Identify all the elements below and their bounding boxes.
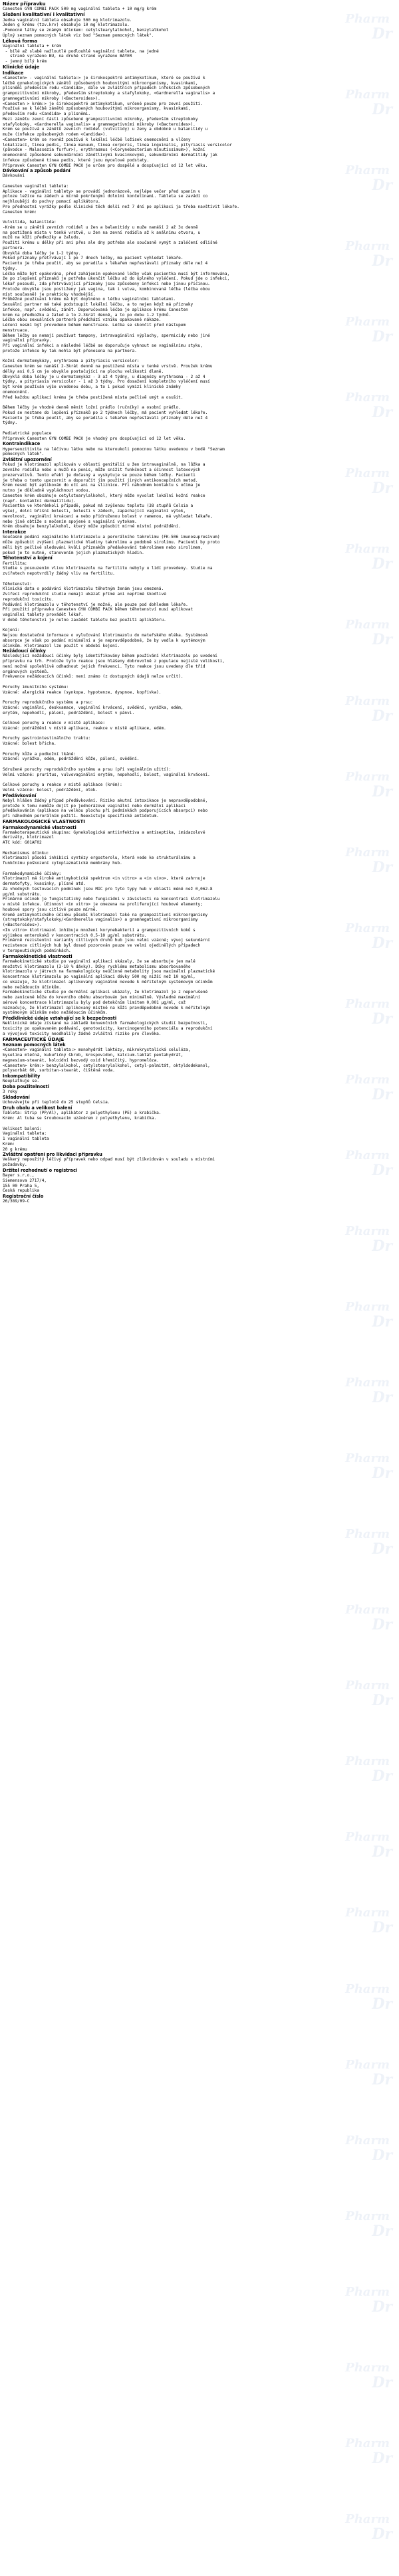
spc-document <box>0 0 399 1204</box>
paragraph: Jedna vaginální tableta obsahuje 500 mg klotrimazolu. Jeden g krému (tzv.krv) obsahuje 10 mg klotrimazolu. -Pomocné látky se známým účinkem: cetylstearylalkohol, benzylalkohol Úplný seznam pomocných látek viz bod "Seznam pomocných látek". <box>3 17 169 38</box>
subsection-heading: Dávkování a způsob podání <box>3 168 70 174</box>
paragraph: Pokud je klotrimazol aplikován v oblasti genitálií u žen intravaginálně, na lůžka a zevního rodidla nebo u mužů na penis, může snížit funkčnost a účinnost latexových prezervativů. Tento efekt je dočasný a vyskytuje se pouze během léčby. Pacienti je třeba o tomto upozornit a doporučit jim použití jiných antikoncepčních metod. Krém nesmí být aplikován do očí ani na sliznice. Při náhodném kontaktu s očima je nutno je důkladně vypláchnout vodou. Canesten krém obsahuje cetylstearylalkohol, který může vyvolat lokální kožní reakce (např. kontaktní dermatitidu). Pacientka ve kterémkoli případě, pokud má zvýšenou teplotu (38 stupňů Celsia a výše), dolní břišní bolesti, bolesti v zádech, zapáchající vaginální výtok, nevolnost, vaginální krvácení a nebo přidruženou bolest v ramenou, má vyhledat lékaře, nebo jiné obtíže s močením spojené s vaginální vytokem. Krém obsahuje benzylalkohol, který může způsobit mírné místní podráždění. <box>3 462 213 529</box>
pharmdr-logo-watermark <box>340 2134 394 2173</box>
watermark-text-b: Dr <box>372 328 392 346</box>
subsection-heading: Skladování <box>3 1095 30 1101</box>
subsection-heading: Zvláštní opatření pro likvidaci přípravku <box>3 1152 102 1158</box>
watermark-text-a: Pharm <box>345 1830 390 1845</box>
paragraph: Dávkování Canesten vaginální tableta: Aplikace - vaginální tablety> se provádí jednorázově, nejlépe večer před spaním v poloze ležíce na zádech a mírně pokrčenými dolními končetinami. Tableta se zavádí co nejhlouběji do pochvy pomocí aplikátoru. Pro přednostní vyrážky podle klinické těch delší než 7 dní po aplikaci ja třeba navštívit lékaře. Canesten krém: Vulvitida, balanitida: -Krém se u zánětů zevních rodidel u žen a balanitidy u muže nanáší 2 až 3x denně na postižená místa v tenké vrstvě, u žen na zevní rodidla až k análnímu otvoru, u mužů na kůži předkožky a žaludu. Použití krému u délky při ani přes ale dny potřeba ale současně vymýt a zaléčení odlišné partnera. Obvyklá doba léčby je 1-2 týdny. Pokud příznaky přetrvávají i po 7 dnech léčby, ma pacient vyhledat lékaře. Pacientu je třeba poučit, aby se poradila s lékařem nepřestávali příznaky déle než 4 týdny. Léčba může být opakována, před zahájením opakované léčby však pacientka musí být informována, že po zlepšení příznaků je potřeba ukončit léčbu až do úplného vyléčení. Pokud jde o infekci, lékař posoudí, zda přetrvávající příznaky jsou způsobeny infekcí nebo jinou příčinou. Protože obvykle jsou postiženy jak vagina, tak i vulva, kombinovaná léčba (léčba obou míst současně) je prakticky vhodnější. Průběžné používání krému má být doplněno o léčbu vaginálními tabletami. Sexuální partner má také podstoupit lokální léčbu, a to nejen když má příznaky infekce, např. svědění, zánět. Doporučovaná léčba je aplikace krému Canesten krém na předkožku a žalud a to 2-3krát denně, a to po dobu 1-2 týdnů. Léčba obou sexuálních partnerů předchází vzniku opakované nákaze. Léčení nesmí být provedeno během menstruace. Léčba se skončit před nástupem menstruace. Během léčby se nemají používat tampony, intravaginální výplachy, spermicidy nebo jiné vaginální přípravky. Při vaginální infekci a následné léčbě se doporučuje vyhnout se vaginálnímu styku, protože infekce by tak mohla být přenesena na partnera. Kožní dermatomykózy, erythrasma a pityriasis versicolor: Canesten krém se nanáší 2-3krát denně na postižená místa v tenké vrstvě. Proužek krému délky asi 0,5 cm je obvykle postačující na plochu velikosti dlaně. Obvyklá doba léčby je u dermatomykóz - 3 až 4 týdny, u diagnózy erythrasma - 2 až 4 týdny, a pityriasis versicolor - 1 až 3 týdny. Pro dosažení kompletního vyléčení musí být krém používán výše uvedenou dobu, a to i pokud vymizí klinické známky onemocnění. Před každou aplikací krému je třeba postižená místa pečlivě umýt a osušit. Během léčby je vhodné denně měnit ložní prádlo (ručníky) a osobní prádlo. Pokud se nestane do lepšení příznaků po 2 týdnech léčby, má pacient vyhledat lékaře. Pacientu je třeba poučit, aby se poradila s lékařem nepřestávali příznaky déle než 4 týdny. Pediatrická populace Přípravek Canesten GYN COMBI PACK je vhodný pro dospívající od 12 let věku. <box>3 173 239 441</box>
paragraph: Farmakokinetické studie po vaginální aplikaci ukázaly, že se absorbuje jen malé množství klotrimazolu (3-10 % dávky). Díky rychlému metabolismu absorbovaného klotrimazolu v játrech na farmakologicky neúčinné metabolity jsou maximální plazmatické koncentrace klotrimazolu po vaginální aplikaci dávky 500 mg nižší než 10 ng/ml, co ukazuje, že klotrimazol aplikovaný vaginálně nevede k měřitelným systémovým účinkům nebo nežádoucím účinkům. Farmakokinetické studie po dermální aplikaci ukázaly, že klotrimazol je z neporušené nebo zanícené kůže do krevního oběhu absorbován jen minimálně. Výsledné maximální sérové koncentrace klotrimazolu byly pod detekčním limitem 0,001 µg/ml, což naznačuje, že klotrimazol aplikovaný místně na kůži pravděpodobně nevede k měřitelným systémovým účinkům nebo nežádoucím účinkům. <box>3 959 215 1016</box>
subsection-heading: Zvláštní upozornění <box>3 457 52 463</box>
pharmdr-logo-watermark <box>340 2285 394 2325</box>
watermark-text-b: Dr <box>372 2373 392 2391</box>
paragraph: Uchovávejte při teplotě do 25 stupňů Celsia. <box>3 1100 110 1105</box>
watermark-text-b: Dr <box>372 2146 392 2164</box>
subsection-heading: Předávkování <box>3 792 37 798</box>
watermark-text-a: Pharm <box>345 996 390 1011</box>
paragraph: 26/389/09-C <box>3 1199 30 1204</box>
watermark-text-b: Dr <box>372 555 392 573</box>
pharmdr-logo-watermark <box>340 1679 394 1718</box>
watermark-text-b: Dr <box>372 1010 392 1028</box>
watermark-text-b: Dr <box>372 631 392 649</box>
paragraph: Následující nežádoucí účinky byly identifikovány během používání klotrimazolu po uvedení přípravku na trh. Protože tyto reakce jsou hlášeny dobrovolně z populace nejisté velikosti, není možné spolehlivě odhadnout jejich frekvenci. Tyto reakce jsou uvedeny dle tříd orgánových systémů. <box>3 654 225 674</box>
watermark-text-b: Dr <box>372 707 392 725</box>
watermark-text-a: Pharm <box>345 1072 390 1087</box>
watermark-text-b: Dr <box>372 1919 392 1937</box>
section-heading: Složení kvalitativní i kvalitativní <box>3 12 85 18</box>
watermark-text-b: Dr <box>372 252 392 270</box>
subsection-heading: Inkompatibility <box>3 1073 41 1079</box>
paragraph: Neklinické údaje získané na základě konvenčních farmakologických studií bezpečnosti, toxicity po opakovaném podávání, genotoxicity, karcinogenního potenciálu a reprodukční a vývojové toxicity neodhalily žádné zvláštní riziko pro člověka. <box>3 1021 213 1036</box>
subsection-heading: Registrační číslo <box>3 1194 44 1200</box>
watermark-text-b: Dr <box>372 1465 392 1483</box>
watermark-text-a: Pharm <box>345 239 390 254</box>
paragraph: 3 roky <box>3 1089 18 1095</box>
watermark-text-b: Dr <box>372 1843 392 1861</box>
watermark-text-a: Pharm <box>345 1527 390 1542</box>
subsection-heading: Držitel rozhodnutí o registraci <box>3 1167 78 1173</box>
watermark-text-a: Pharm <box>345 391 390 405</box>
subsection-heading: Nežádoucí účinky <box>3 648 46 654</box>
watermark-text-b: Dr <box>372 2298 392 2316</box>
pharmdr-logo-watermark <box>340 1224 394 1264</box>
watermark-text-b: Dr <box>372 1085 392 1103</box>
watermark-text-a: Pharm <box>345 2133 390 2148</box>
pharmdr-logo-watermark <box>340 1603 394 1643</box>
subsection-heading: Farmakodynamické vlastnosti <box>3 824 76 830</box>
subsection-heading: Předklinické údaje vztahující se k bezpečnosti <box>3 1016 117 1022</box>
watermark-text-a: Pharm <box>345 1679 390 1693</box>
watermark-text-a: Pharm <box>345 618 390 632</box>
pharmdr-logo-watermark <box>340 2058 394 2098</box>
paragraph: Tableta: Strip (PP/Al), aplikátor z polyethylenu (PE) a krabička. Krém: Al tuba se šroubovacím uzávěrem z polyethylenu, krabička. Velikost balení: Vaginální tableta: 1 vaginální tableta Krém: 20 g krému <box>3 1111 162 1152</box>
paragraph: <Canesten> vaginální tableta:> monohydrát laktózy, mikrokrystalická celulóza, kyselina mléčná, kukuřičný škrob, krospovidon, kalcium-laktát pentahydrát, magnesium-stearát, koloidní bezvodý oxid křemičitý, hypromelóza. <Canesten> krém:> benzylalkohol, cetylstearylalkohol, cetyl-palmitát, oktyldodekanol, polysorbát 60, sorbitan-stearát, čištěná voda. <box>3 1048 210 1073</box>
watermark-text-a: Pharm <box>345 315 390 329</box>
watermark-text-b: Dr <box>372 782 392 800</box>
pharmdr-logo-watermark <box>340 1830 394 1870</box>
watermark-text-a: Pharm <box>345 2284 390 2299</box>
chapter-heading: FARMAKOLOGICKÉ VLASTNOSTI <box>3 818 85 824</box>
paragraph: Canesten GYN COMBI PACK 500 mg vaginální tableta + 10 mg/g krém <box>3 7 157 12</box>
watermark-text-b: Dr <box>372 480 392 498</box>
watermark-text-b: Dr <box>372 2222 392 2240</box>
paragraph: Bayer s.r.o., Siemensova 2717/4, 155 00 Praha 5, Česká republika <box>3 1173 47 1194</box>
watermark-text-a: Pharm <box>345 163 390 178</box>
watermark-text-a: Pharm <box>345 1754 390 1769</box>
subsection-heading: Druh obalu a velikost balení <box>3 1105 72 1111</box>
watermark-text-b: Dr <box>372 177 392 195</box>
pharmdr-logo-watermark <box>340 2361 394 2401</box>
watermark-text-a: Pharm <box>345 542 390 557</box>
watermark-text-b: Dr <box>372 404 392 422</box>
paragraph: <Canesten> - vaginální tableta:> je širokospektré antimykotikum, které se používá k léčbě gynekologických zánětů způsobených houbovitými mikroorganismy, kvasinkami, plísněmi především rodu <Candida>, dále ve zvláštních případech infekcích způsobených grampozitivními mikroby, především streptokoky a stafylokoky, <Gardnerella vaginalis> a gramnegativními mikroby (<Bacteroides>). <Canesten > krém:> je širokospektré antimykotikum, určené pouze pro zevní použití. Používá se k léčbě zánětů způsobených houbovitými mikroorganismy, kvasinkami, především rodu <Candida> a plísněmi. Mezi zánětu zevní části způsobené grampozitivními mikroby, především streptokoky stafylokoky, <Gardnerella vaginalis> a gramnegativními mikroby (<Bacteroides>). Krém se používá u zánětů zevních rodidel (vulvitidy) u ženy a obdobně u balanitidy u muže (infekce způsobených rodem <Candida>). <Canesten> krém se rovněž používá k lokální léčbě ložisek onemocnění a vlčeny lokalizací, tinea pedis, tinea manuum, tinea corporis, tinea inguinalis, pityriasis versicolor (původce - Malassezia furfur>), erythrasmus (<Corynebacterium minutissimum>), kožní onemocnění způsobené sekundárními zánětlivými kvasinkovými, sekundárními dermatitidy jak infekce způsobené tinea pedis, které jsou mycelové podstaty. Přípravek Canesten GYN COMBI PACK je určen pro dospělé a dospívající od 12 let věku. <box>3 75 232 168</box>
section-heading: Léková forma <box>3 38 37 44</box>
watermark-text-b: Dr <box>372 1540 392 1558</box>
watermark-text-b: Dr <box>372 1161 392 1179</box>
pharmdr-logo-watermark <box>340 1527 394 1567</box>
watermark-text-a: Pharm <box>345 2436 390 2450</box>
paragraph: Současné podání vaginálního klotrimazolu a perorálního takrolimu (FK-506 imunosupresivum) může způsobit zvýšení plazmatické hladiny takrolimu a podobně sirolimu. Pacienti by proto měli být pečlivě sledováni kvůli příznakům předávkování takrolimem nebo sirolimem, pokud je to nutné, stanovením jejich plazmatických hladin. <box>3 535 220 555</box>
subsection-heading: Seznam pomocných látek <box>3 1042 66 1048</box>
watermark-text-a: Pharm <box>345 2512 390 2526</box>
watermark-text-b: Dr <box>372 2070 392 2088</box>
pharmdr-logo-watermark <box>340 1376 394 1416</box>
paragraph: Hypersenzitivita na léčivou látku nebo na kteroukoli pomocnou látku uvedenou v bodě "Seznam pomocných látek". <box>3 446 225 457</box>
watermark-text-b: Dr <box>372 1389 392 1407</box>
watermark-text-a: Pharm <box>345 921 390 935</box>
paragraph: Nebyl hlášen žádný případ předávkování. Riziko akutní intoxikace je nepravděpodobné, protože k tomu nemůže dojít po jednorázové vaginální nebo dermální aplikaci předávkováním (aplikace na velkou plochu při podmínkách podporujících absorpci) nebo při náhodném perorálním požití. Neexistuje specifické antidotum. <box>3 798 208 819</box>
watermark-text-a: Pharm <box>345 2360 390 2375</box>
paragraph: Frekvence nežádoucích účinků: není známo (z dostupných údajů nelze určit). Poruchy imunitního systému: Vzácné: alergická reakce (synkopa, hypotenze, dyspnoe, kopřivka). Poruchy reprodukčního systému a prsu: Vzácné: vaginální, deskvamace, vaginální krvácení, svědění, vyrážka, edém, erytém, nepohodlí, pálení, podráždění, bolest v pánvi. Celkové poruchy a reakce v místě aplikace: Vzácné: podráždění v místě aplikace, reakce v místě aplikace, edém. Poruchy gastrointestinálního traktu: Vzácné: bolest břicha. Poruchy kůže a podkožní tkáně: Vzácné: vyrážka, edém, podráždění kůže, pálení, svědění. Sdružené poruchy reprodukčního systému a prsu (při vaginálním užití): Velmi vzácné: pruritus, vulvovaginální erytém, nepohodlí, bolest, vaginální krvácení. Celkové poruchy a reakce v místě aplikace (krém): Velmi vzácné: bolest, podráždění, otok. <box>3 674 210 792</box>
watermark-text-b: Dr <box>372 2525 392 2543</box>
watermark-text-a: Pharm <box>345 466 390 481</box>
subsection-heading: Doba použitelnosti <box>3 1084 49 1090</box>
watermark-text-b: Dr <box>372 101 392 119</box>
chapter-heading: FARMACEUTICKÉ ÚDAJE <box>3 1036 65 1042</box>
subsection-heading: Interakce <box>3 529 27 535</box>
paragraph: Fertilita: Studie s posouzením vlivu klotrimazolu na fertilitu nebyly u lidí provedeny. Studie na zvířatech nepotvrdily žádný vliv na fertilitu. Těhotenství: Klinická data o podávání klotrimazolu těhotným ženám jsou omezená. Zvířecí reprodukční studie nemají ukázat přímé ani nepřímé škodlivé reprodukční toxicitu. Podávání klotrimazolu v těhotenství je možné, ale pouze pod dohledem lékaře. Při použití přípravku Canesten GYN COMBI PACK během těhotenství musí aplikovat vaginální tablety provádět lékař. V době těhotenství je nutno zavádět tabletu bez použití aplikátoru. Kojení: Nejsou dostatečné informace o vylučování klotrimazolu do mateřského mléka. Systémová absorpce je však po podání minimální a je nepravděpodobné, že by vedla k systémovým účinkům. Klotrimazol lze použít v období kojení. <box>3 561 213 648</box>
paragraph: Neuplatňuje se. <box>3 1079 40 1084</box>
subsection-heading: Kontraindikace <box>3 441 41 447</box>
watermark-text-b: Dr <box>372 1995 392 2013</box>
watermark-text-a: Pharm <box>345 693 390 708</box>
pharmdr-logo-watermark <box>340 2209 394 2249</box>
pharmdr-logo-watermark <box>340 2512 394 2552</box>
watermark-text-b: Dr <box>372 934 392 952</box>
pharmdr-logo-watermark <box>340 1451 394 1491</box>
chapter-heading: Klinické údaje <box>3 64 40 70</box>
subsection-heading: Farmakokinetické vlastnosti <box>3 953 72 959</box>
pharmdr-logo-watermark <box>340 1906 394 1946</box>
watermark-text-b: Dr <box>372 1237 392 1255</box>
watermark-text-a: Pharm <box>345 2057 390 2072</box>
subsection-heading: Těhotenství a kojení <box>3 555 53 561</box>
watermark-text-a: Pharm <box>345 1224 390 1238</box>
watermark-text-a: Pharm <box>345 1148 390 1162</box>
watermark-text-a: Pharm <box>345 1451 390 1466</box>
document-heading: Název přípravku <box>3 1 46 7</box>
watermark-text-a: Pharm <box>345 2209 390 2223</box>
pharmdr-logo-watermark <box>340 1754 394 1794</box>
watermark-text-a: Pharm <box>345 1981 390 1996</box>
paragraph: Veškerý nepoužitý léčivý přípravek nebo odpad musí být zlikvidován v souladu s místními požadavky. <box>3 1157 215 1168</box>
subsection-heading: Indikace <box>3 70 24 76</box>
watermark-text-b: Dr <box>372 1692 392 1710</box>
watermark-text-a: Pharm <box>345 12 390 26</box>
watermark-text-a: Pharm <box>345 769 390 784</box>
watermark-text-b: Dr <box>372 1768 392 1786</box>
watermark-text-a: Pharm <box>345 1906 390 1920</box>
watermark-text-b: Dr <box>372 858 392 876</box>
pharmdr-logo-watermark <box>340 1982 394 2022</box>
pharmdr-logo-watermark <box>340 1300 394 1340</box>
watermark-text-a: Pharm <box>345 1376 390 1390</box>
watermark-text-b: Dr <box>372 2449 392 2467</box>
pharmdr-logo-watermark <box>340 2437 394 2476</box>
watermark-text-a: Pharm <box>345 88 390 102</box>
watermark-text-a: Pharm <box>345 1603 390 1617</box>
watermark-text-b: Dr <box>372 1616 392 1634</box>
paragraph: Vaginální tableta + krém - bílé až slabě nažloutlé podlouhlé vaginální tableta, na jedné straně vyraženo BU, na druhé straně vyraženo BAYER - jemný bílý krém <box>3 43 159 64</box>
watermark-text-b: Dr <box>372 25 392 43</box>
watermark-text-a: Pharm <box>345 845 390 860</box>
watermark-text-b: Dr <box>372 1313 392 1331</box>
watermark-text-a: Pharm <box>345 1300 390 1314</box>
paragraph: Farmakoterapeutická skupina: Gynekologická antiinfektiva a antiseptika, imidazolové deriváty, klotrimazol ATC kód: G01AF02 Mechanismus účinku: Klotrimazol působí inhibicí syntézy ergosterolu, která vede ke strukturálnímu a funkčnímu poškození cytoplazmatické membrány hub. Farmakodynamické účinky: Klotrimazol má široké antimykotické spektrum <in vitro> a <in vivo>, které zahrnuje dermatofyty, kvasinky, plísně atd. Za vhodných testovacích podmínek jsou MIC pro tyto typy hub v oblasti méně než 0,062-8 µg/ml substrátu. Primárně účinek je fungistatický nebo fungicidní v závislosti na koncentraci klotrimazolu v místě infekce. Účinnost <in vitro> je omezena na proliferující houbové elementy; houbové spory jsou citlivé pouze mírně. Kromě antimykotického účinku působí klotrimazol také na grampozitivní mikroorganismy (streptokoky/stafylokoky/<Gardnerella vaginalis>) a gramnegativní mikroorganismy (<Bacteroides>). <In vitro> klotrimazol inhibuje množení korynebakterií a grampozitivních koků s výjimkou enterokoků v koncentracích 0,5-10 µg/ml substrátu. Primárně rezistentní varianty citlivých druhů hub jsou velmi vzácné; vývoj sekundární rezistence citlivých hub byl dosud pozorován pouze ve velmi ojedinělých případech v terapeutických podmínkách. <box>3 830 220 953</box>
